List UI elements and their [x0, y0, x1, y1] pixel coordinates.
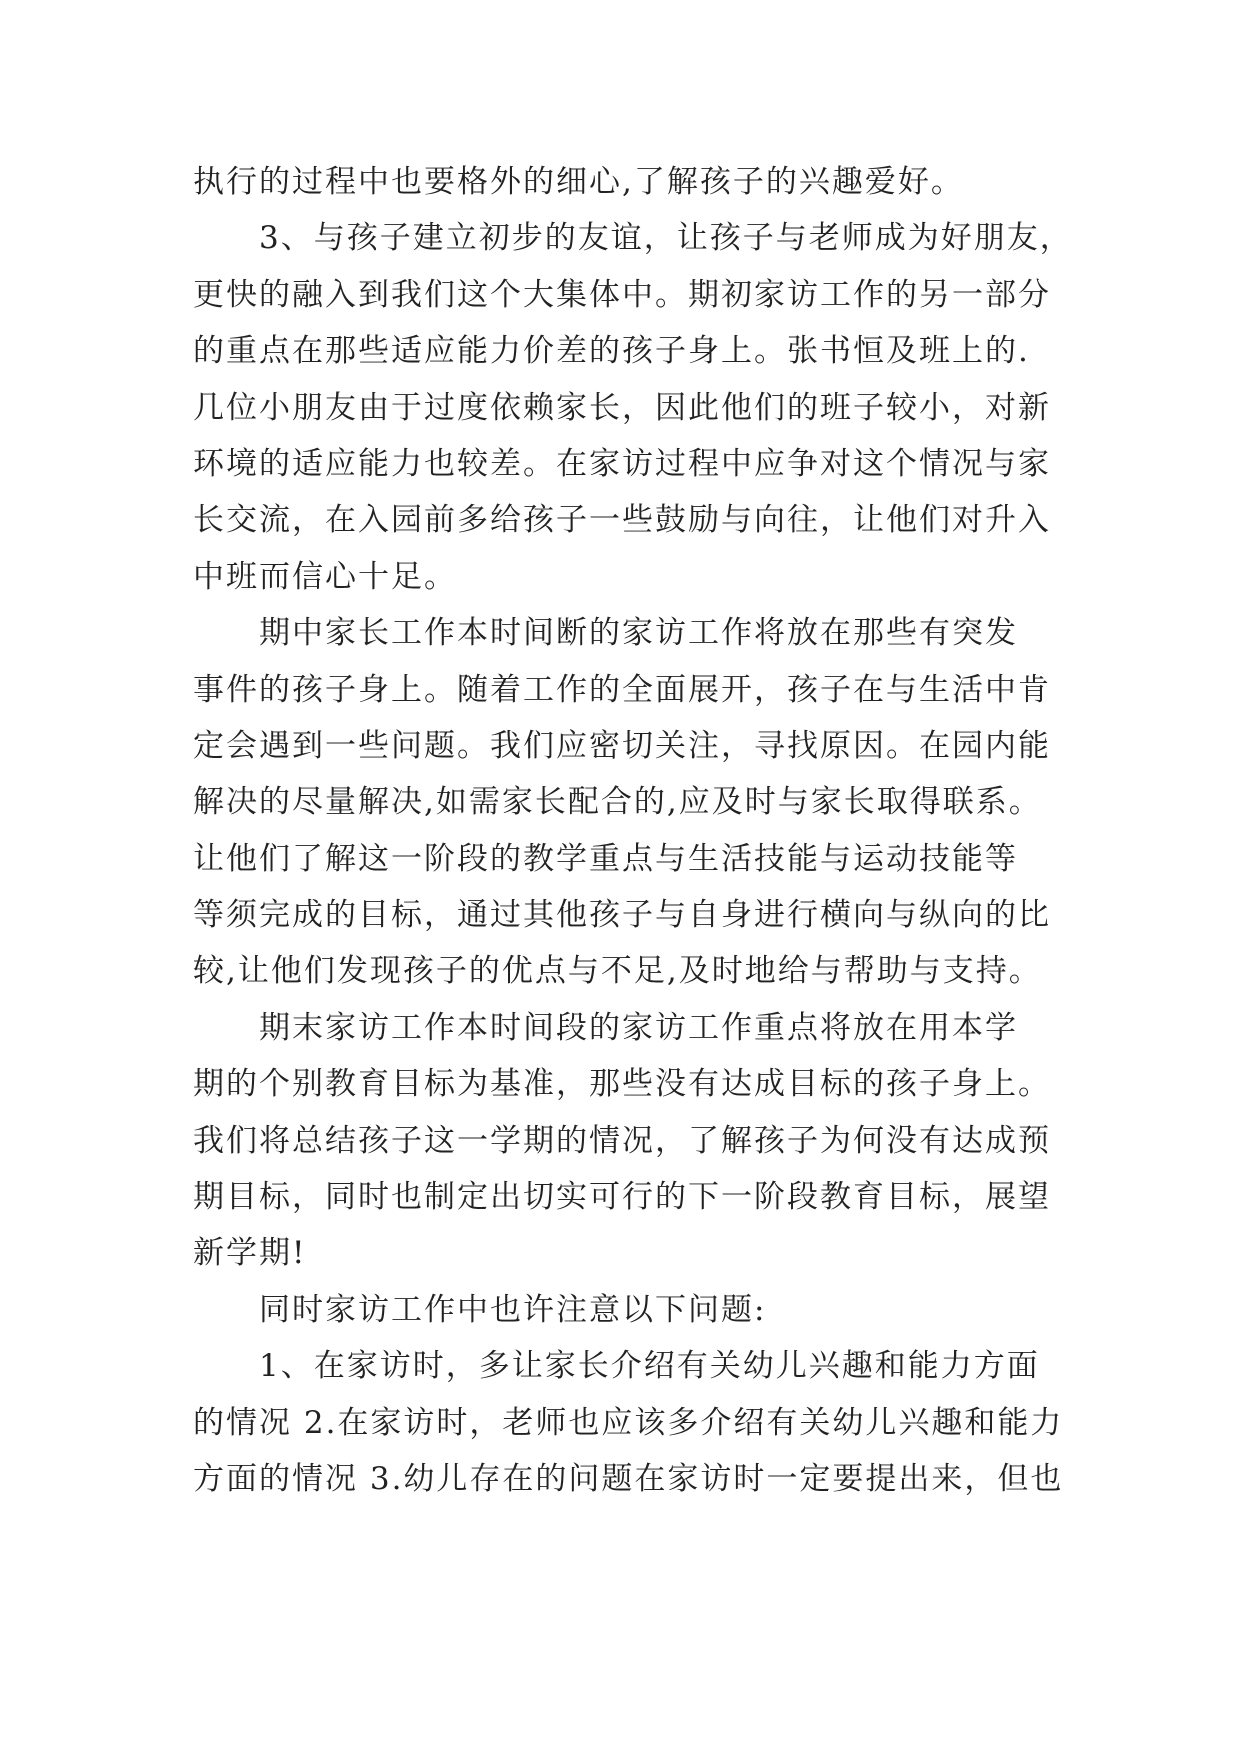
text-line: 较,让他们发现孩子的优点与不足,及时地给与帮助与支持。	[193, 953, 1042, 990]
document-body	[193, 154, 1073, 1507]
text-line: 执行的过程中也要格外的细心,了解孩子的兴趣爱好。	[193, 164, 964, 200]
text-line: 期中家长工作本时间断的家访工作将放在那些有突发	[259, 615, 1018, 652]
text-line: 1、在家访时，多让家长介绍有关幼儿兴趣和能力方面	[259, 1348, 1040, 1385]
text-line: 长交流，在入园前多给孩子一些鼓励与向往，让他们对升入	[193, 502, 1051, 539]
text-line: 定会遇到一些问题。我们应密切关注，寻找原因。在园内能	[193, 727, 1051, 764]
text-line: 的情况 2.在家访时，老师也应该多介绍有关幼儿兴趣和能力	[193, 1404, 1064, 1441]
text-line: 同时家访工作中也许注意以下问题:	[259, 1291, 767, 1328]
text-line: 方面的情况 3.幼儿存在的问题在家访时一定要提出来，但也	[193, 1460, 1064, 1497]
text-line: 更快的融入到我们这个大集体中。期初家访工作的另一部分	[193, 276, 1051, 313]
text-line: 环境的适应能力也较差。在家访过程中应争对这个情况与家	[193, 445, 1051, 482]
text-line: 让他们了解这一阶段的教学重点与生活技能与运动技能等	[193, 840, 1018, 877]
text-line: 期目标，同时也制定出切实可行的下一阶段教育目标，展望	[193, 1179, 1051, 1216]
text-line: 新学期!	[193, 1235, 307, 1272]
text-line: 等须完成的目标，通过其他孩子与自身进行横向与纵向的比	[193, 897, 1051, 934]
text-line: 期的个别教育目标为基准，那些没有达成目标的孩子身上。	[193, 1066, 1051, 1103]
text-line: 几位小朋友由于过度依赖家长，因此他们的班子较小，对新	[193, 389, 1051, 426]
text-line: 解决的尽量解决,如需家长配合的,应及时与家长取得联系。	[193, 784, 1042, 821]
text-line: 事件的孩子身上。随着工作的全面展开，孩子在与生活中肯	[193, 671, 1051, 708]
text-line: 3、与孩子建立初步的友谊，让孩子与老师成为好朋友，	[259, 220, 1073, 257]
text-line: 的重点在那些适应能力价差的孩子身上。张书恒及班上的.	[193, 333, 1030, 370]
text-line: 期末家访工作本时间段的家访工作重点将放在用本学	[259, 1009, 1018, 1046]
text-line: 我们将总结孩子这一学期的情况，了解孩子为何没有达成预	[193, 1122, 1051, 1159]
text-line: 中班而信心十足。	[193, 558, 457, 595]
